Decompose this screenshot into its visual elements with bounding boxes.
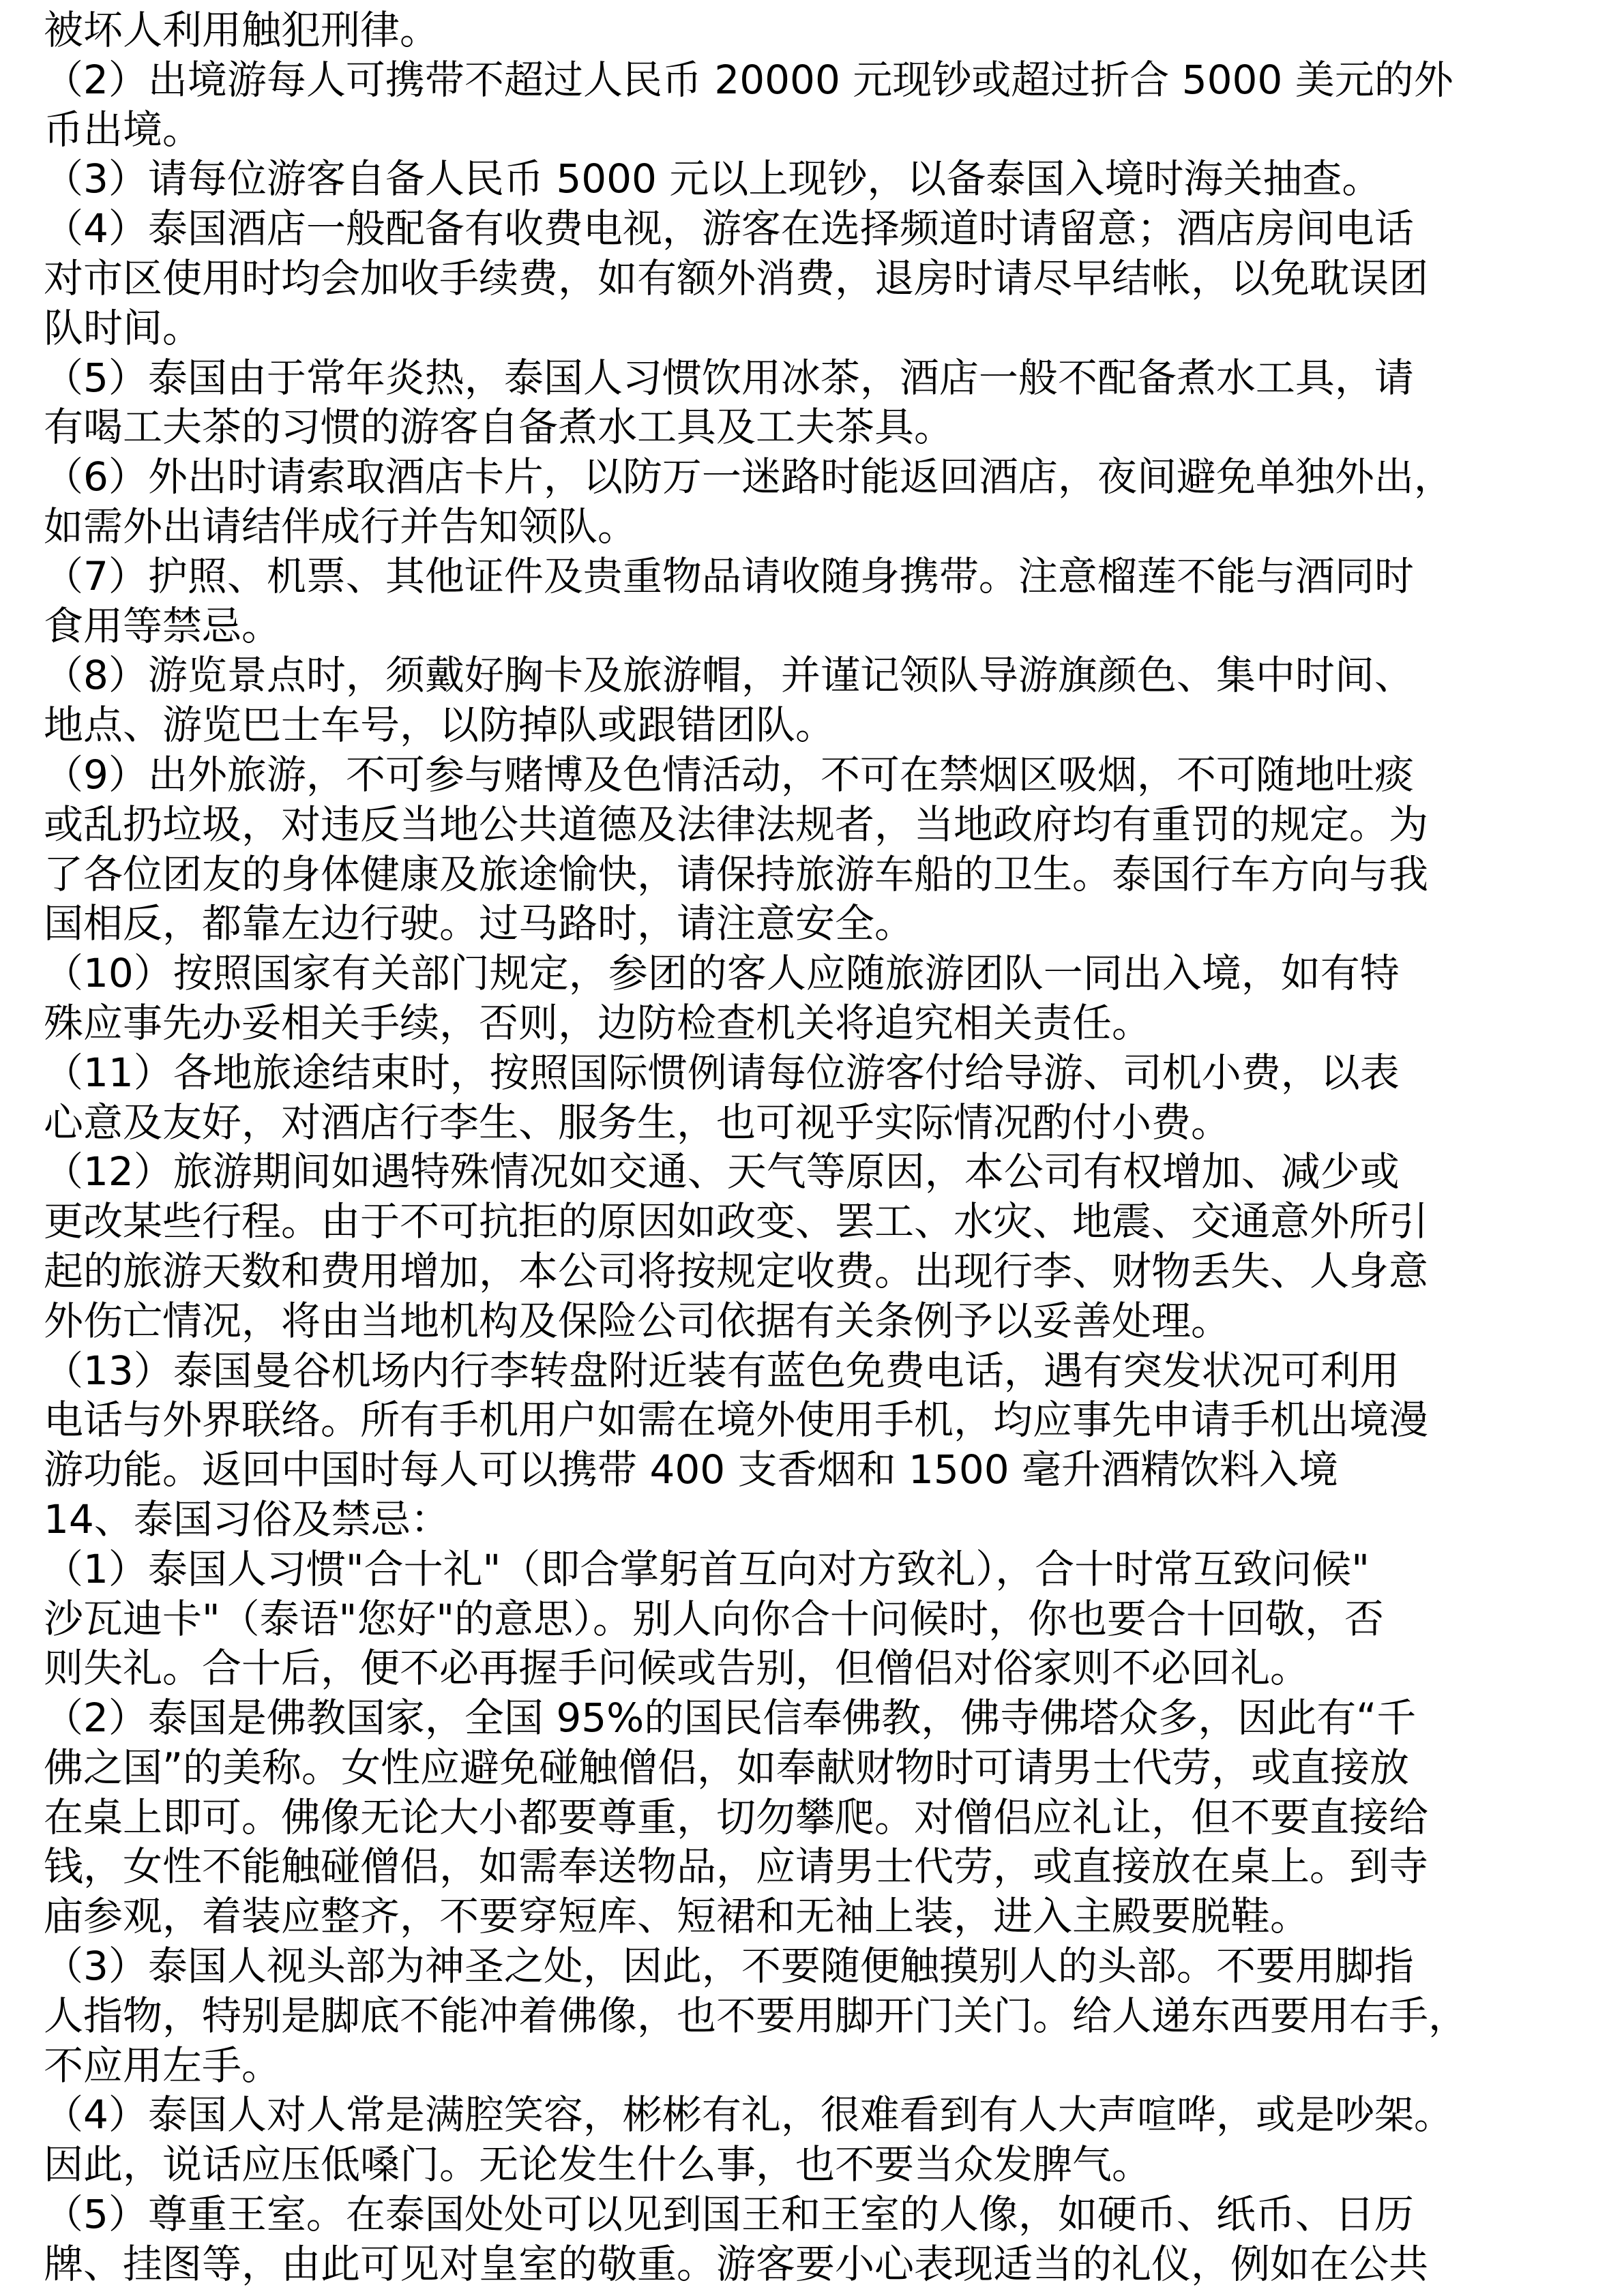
text-line: 对市区使用时均会加收手续费，如有额外消费，退房时请尽早结帐，以免耽误团 <box>44 254 1429 301</box>
text-line: （9）出外旅游，不可参与赌博及色情活动，不可在禁烟区吸烟，不可随地吐痰 <box>44 751 1414 798</box>
text-line: 佛之国”的美称。女性应避免碰触僧侣，如奉献财物时可请男士代劳，或直接放 <box>44 1744 1410 1791</box>
text-line: （7）护照、机票、其他证件及贵重物品请收随身携带。注意榴莲不能与酒同时 <box>44 552 1414 599</box>
text-line: 因此，说话应压低嗓门。无论发生什么事，也不要当众发脾气。 <box>44 2141 1152 2188</box>
text-line: （12）旅游期间如遇特殊情况如交通、天气等原因，本公司有权增加、减少或 <box>44 1148 1400 1195</box>
text-line: （3）泰国人视头部为神圣之处，因此，不要随便触摸别人的头部。不要用脚指 <box>44 1943 1414 1990</box>
text-line: 在桌上即可。佛像无论大小都要尊重，切勿攀爬。对僧侣应礼让，但不要直接给 <box>44 1793 1429 1840</box>
text-line: 游功能。返回中国时每人可以携带 400 支香烟和 1500 毫升酒精饮料入境 <box>44 1446 1339 1493</box>
text-line: （4）泰国酒店一般配备有收费电视，游客在选择频道时请留意；酒店房间电话 <box>44 205 1414 252</box>
text-line: 心意及友好，对酒店行李生、服务生，也可视乎实际情况酌付小费。 <box>44 1099 1231 1146</box>
text-line: （3）请每位游客自备人民币 5000 元以上现钞，以备泰国入境时海关抽查。 <box>44 155 1382 203</box>
text-line: 人指物，特别是脚底不能冲着佛像，也不要用脚开门关门。给人递东西要用右手， <box>44 1992 1468 2039</box>
text-line: 国相反，都靠左边行驶。过马路时，请注意安全。 <box>44 900 915 947</box>
text-line: 或乱扔垃圾，对违反当地公共道德及法律法规者，当地政府均有重罚的规定。为 <box>44 801 1429 848</box>
text-line: （2）泰国是佛教国家，全国 95%的国民信奉佛教，佛寺佛塔众多，因此有“千 <box>44 1695 1417 1742</box>
text-line: 14、泰国习俗及禁忌： <box>44 1495 450 1542</box>
text-line: （2）出境游每人可携带不超过人民币 20000 元现钞或超过折合 5000 美元的外 <box>44 56 1453 103</box>
text-line: 外伤亡情况，将由当地机构及保险公司依据有关条例予以妥善处理。 <box>44 1297 1231 1344</box>
text-line: 则失礼。合十后，便不必再握手问候或告别，但僧侣对俗家则不必回礼。 <box>44 1645 1310 1692</box>
text-line: （10）按照国家有关部门规定，参团的客人应随旅游团队一同出入境，如有特 <box>44 950 1400 997</box>
text-line: 庙参观，着装应整齐，不要穿短库、短裙和无袖上装，进入主殿要脱鞋。 <box>44 1893 1310 1940</box>
text-line: 被坏人利用触犯刑律。 <box>44 7 440 53</box>
text-line: 牌、挂图等，由此可见对皇室的敬重。游客要小心表现适当的礼仪，例如在公共 <box>44 2240 1429 2287</box>
text-line: 如需外出请结伴成行并告知领队。 <box>44 503 638 550</box>
text-line: 有喝工夫茶的习惯的游客自备煮水工具及工夫茶具。 <box>44 404 954 451</box>
text-line: 了各位团友的身体健康及旅途愉快，请保持旅游车船的卫生。泰国行车方向与我 <box>44 850 1429 897</box>
text-line: （4）泰国人对人常是满腔笑容，彬彬有礼，很难看到有人大声喧哗，或是吵架。 <box>44 2091 1453 2138</box>
text-line: （13）泰国曼谷机场内行李转盘附近装有蓝色免费电话，遇有突发状况可利用 <box>44 1347 1400 1394</box>
text-line: 殊应事先办妥相关手续，否则，边防检查机关将追究相关责任。 <box>44 999 1152 1046</box>
text-line: 电话与外界联络。所有手机用户如需在境外使用手机，均应事先申请手机出境漫 <box>44 1397 1429 1444</box>
text-line: （6）外出时请索取酒店卡片，以防万一迷路时能返回酒店，夜间避免单独外出， <box>44 453 1453 501</box>
text-line: （11）各地旅途结束时，按照国际惯例请每位游客付给导游、司机小费，以表 <box>44 1049 1400 1096</box>
text-line: 币出境。 <box>44 106 203 153</box>
text-line: 食用等禁忌。 <box>44 602 282 649</box>
text-line: 起的旅游天数和费用增加，本公司将按规定收费。出现行李、财物丢失、人身意 <box>44 1247 1429 1294</box>
text-line: （5）尊重王室。在泰国处处可以见到国王和王室的人像，如硬币、纸币、日历 <box>44 2191 1414 2238</box>
text-line: 队时间。 <box>44 304 203 351</box>
text-line: 不应用左手。 <box>44 2042 282 2089</box>
text-line: 更改某些行程。由于不可抗拒的原因如政变、罢工、水灾、地震、交通意外所引 <box>44 1198 1429 1245</box>
text-line: 地点、游览巴士车号，以防掉队或跟错团队。 <box>44 702 836 749</box>
section-heading: （1）泰国人习惯"合十礼"（即合掌躬首互向对方致礼），合十时常互致问候" <box>44 1545 1370 1592</box>
document-page <box>44 0 1586 2296</box>
text-line: （8）游览景点时，须戴好胸卡及旅游帽，并谨记领队导游旗颜色、集中时间、 <box>44 652 1414 699</box>
text-line: 沙瓦迪卡"（泰语"您好"的意思）。别人向你合十问候时，你也要合十回敬，否 <box>44 1595 1385 1642</box>
text-line: （5）泰国由于常年炎热，泰国人习惯饮用冰茶，酒店一般不配备煮水工具，请 <box>44 354 1414 401</box>
text-line: 钱，女性不能触碰僧侣，如需奉送物品，应请男士代劳，或直接放在桌上。到寺 <box>44 1843 1429 1890</box>
